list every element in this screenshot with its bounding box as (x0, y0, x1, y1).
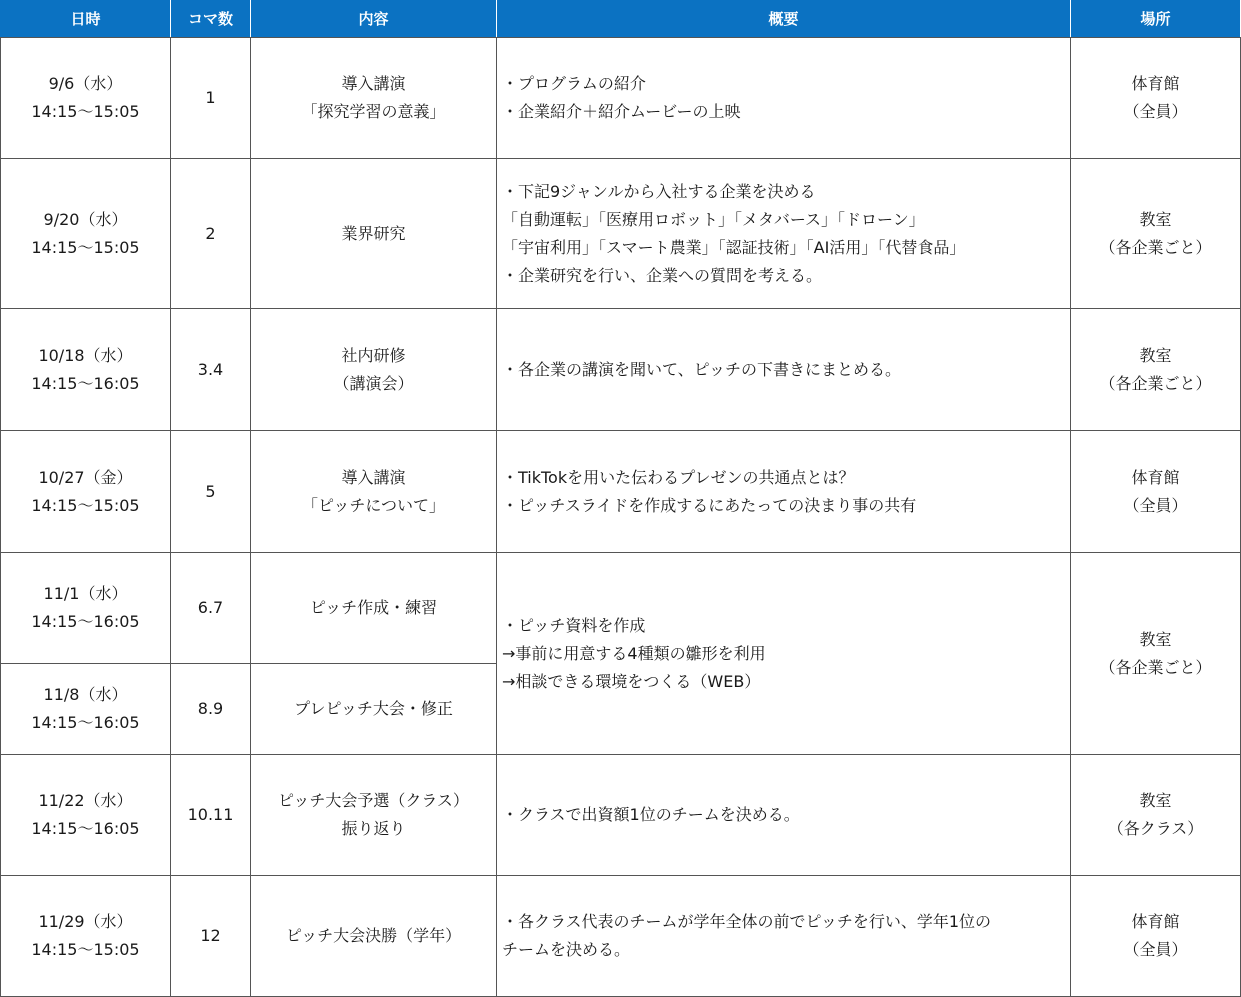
time-text: 14:15〜16:05 (31, 819, 140, 838)
content-cell (251, 38, 497, 159)
header-overview: 概要 (497, 0, 1071, 38)
koma-cell: 8.9 (171, 664, 251, 755)
date-text: 11/22（水） (38, 791, 133, 810)
overview-line: ・各企業の講演を聞いて、ピッチの下書きにまとめる。 (502, 359, 902, 379)
content-line: 振り返り (341, 819, 406, 838)
content-line: 導入講演 (341, 467, 406, 487)
table-row (1, 553, 1241, 664)
place-name: 教室 (1139, 209, 1172, 229)
content-line: ピッチ作成・練習 (309, 598, 438, 617)
table-row (1, 755, 1241, 876)
koma-cell: 5 (171, 431, 251, 553)
content-cell (251, 159, 497, 309)
content-line: 業界研究 (341, 223, 406, 243)
date-text: 9/20（水） (43, 209, 128, 229)
place-note: （全員） (1123, 102, 1188, 121)
content-line: 導入講演 (341, 74, 406, 93)
date-cell (1, 159, 171, 309)
place-name: 教室 (1139, 629, 1172, 649)
table-row (1, 38, 1241, 159)
overview-line: ・各クラス代表のチームが学年全体の前でピッチを行い、学年1位の (502, 912, 992, 931)
koma-cell: 6.7 (171, 553, 251, 664)
overview-line: 「自動運転」「医療用ロボット」「メタバース」「ドローン」 (502, 209, 925, 229)
place-note: （各クラス） (1107, 819, 1204, 838)
place-cell (1071, 309, 1241, 431)
overview-cell (497, 159, 1071, 309)
content-line: 「ピッチについて」 (301, 495, 446, 515)
time-text: 14:15〜15:05 (31, 237, 140, 257)
time-text: 14:15〜16:05 (31, 713, 140, 732)
place-name: 体育館 (1131, 912, 1180, 931)
date-cell (1, 876, 171, 997)
overview-line: ・下記9ジャンルから入社する企業を決める (502, 181, 816, 201)
table-row (1, 431, 1241, 553)
overview-cell (497, 38, 1071, 159)
place-cell (1071, 431, 1241, 553)
overview-line: ・TikTokを用いた伝わるプレゼンの共通点とは？ (502, 467, 855, 487)
content-line: ピッチ大会予選（クラス） (278, 791, 469, 810)
overview-cell (497, 309, 1071, 431)
content-cell (251, 553, 497, 664)
table-body (1, 38, 1241, 997)
overview-cell (497, 876, 1071, 997)
place-note: （各企業ごと） (1099, 657, 1212, 677)
date-text: 9/6（水） (48, 74, 123, 93)
time-text: 14:15〜16:05 (31, 612, 140, 631)
table-row (1, 309, 1241, 431)
place-note: （各企業ごと） (1099, 373, 1212, 393)
date-text: 10/18（水） (38, 345, 133, 365)
date-cell (1, 664, 171, 755)
date-cell (1, 553, 171, 664)
time-text: 14:15〜16:05 (31, 373, 140, 393)
place-note: （全員） (1123, 940, 1188, 959)
date-cell (1, 431, 171, 553)
content-cell (251, 876, 497, 997)
header-content: 内容 (251, 0, 497, 38)
time-text: 14:15〜15:05 (31, 940, 140, 959)
overview-line: ・企業研究を行い、企業への質問を考える。 (502, 265, 823, 285)
place-note: （各企業ごと） (1099, 237, 1212, 257)
date-text: 11/1（水） (43, 584, 128, 603)
content-cell (251, 431, 497, 553)
content-line: ピッチ大会決勝（学年） (285, 926, 462, 945)
place-cell (1071, 159, 1241, 309)
time-text: 14:15〜15:05 (31, 495, 140, 515)
content-line: 社内研修 (341, 345, 406, 365)
koma-cell: 3.4 (171, 309, 251, 431)
date-text: 11/8（水） (43, 685, 128, 704)
koma-cell: 1 (171, 38, 251, 159)
place-name: 体育館 (1131, 467, 1180, 487)
header-koma: コマ数 (171, 0, 251, 38)
koma-cell: 10.11 (171, 755, 251, 876)
date-text: 11/29（水） (38, 912, 133, 931)
content-line: （講演会） (333, 373, 414, 393)
header-row (1, 0, 1241, 38)
content-cell (251, 755, 497, 876)
overview-line: ・プログラムの紹介 (502, 74, 646, 93)
content-line: 「探究学習の意義」 (301, 102, 446, 121)
overview-line: ・企業紹介＋紹介ムービーの上映 (502, 102, 741, 121)
date-cell (1, 38, 171, 159)
overview-cell (497, 431, 1071, 553)
place-name: 体育館 (1131, 74, 1180, 93)
content-cell (251, 664, 497, 755)
date-cell (1, 309, 171, 431)
place-cell (1071, 38, 1241, 159)
table-row (1, 876, 1241, 997)
header-date: 日時 (1, 0, 171, 38)
header-place: 場所 (1071, 0, 1241, 38)
place-name: 教室 (1139, 791, 1172, 810)
overview-line: →相談できる環境をつくる（WEB） (502, 671, 761, 691)
overview-line: ・ピッチ資料を作成 (502, 615, 646, 635)
overview-line: ・ピッチスライドを作成するにあたっての決まり事の共有 (502, 495, 917, 515)
content-cell (251, 309, 497, 431)
place-cell (1071, 553, 1241, 755)
overview-line: ・クラスで出資額1位のチームを決める。 (502, 805, 800, 824)
overview-line: チームを決める。 (502, 940, 631, 959)
table-header (1, 0, 1241, 38)
place-cell (1071, 755, 1241, 876)
overview-cell (497, 755, 1071, 876)
place-cell (1071, 876, 1241, 997)
content-line: プレピッチ大会・修正 (294, 699, 453, 718)
table-row (1, 159, 1241, 309)
overview-line: 「宇宙利用」「スマート農業」「認証技術」「AI活用」「代替食品」 (502, 237, 966, 257)
koma-cell: 12 (171, 876, 251, 997)
koma-cell: 2 (171, 159, 251, 309)
date-cell (1, 755, 171, 876)
place-name: 教室 (1139, 345, 1172, 365)
time-text: 14:15〜15:05 (31, 102, 140, 121)
place-note: （全員） (1123, 495, 1188, 515)
date-text: 10/27（金） (38, 467, 133, 487)
overview-cell (497, 553, 1071, 755)
overview-line: →事前に用意する4種類の雛形を利用 (502, 643, 766, 663)
